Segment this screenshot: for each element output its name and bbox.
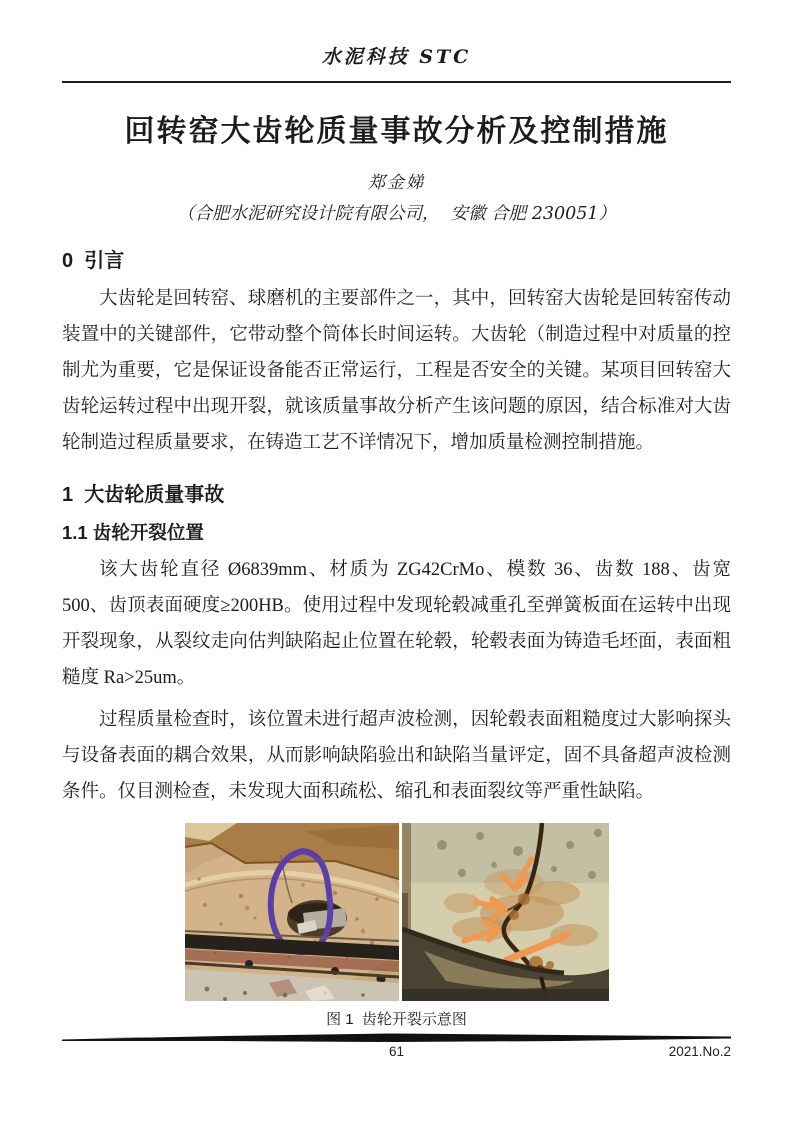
section-1-1-paragraph-1: 该大齿轮直径 Ø6839mm、材质为 ZG42CrMo、模数 36、齿数 188、齿宽 500、齿顶表面硬度≥200HB。使用过程中发现轮毂减重孔至弹簧板面在运转中出现开裂现象，从裂纹走向估判缺陷起止位置在轮毂，轮毂表面为铸造毛坯面，表面粗糙度 Ra>25um。 bbox=[62, 560, 731, 688]
figure-1-caption: 图 1 齿轮开裂示意图 bbox=[326, 1011, 467, 1028]
section-1-1-heading: 1.1 齿轮开裂位置 bbox=[62, 522, 204, 543]
section-1-1-paragraph-2: 过程质量检查时，该位置未进行超声波检测，因轮毂表面粗糙度过大影响探头与设备表面的耦合效果，从而影响缺陷验出和缺陷当量评定，固不具备超声波检测条件。仅目测检查，未发现大面积疏松、缩孔和表面裂纹等严重性缺陷。 bbox=[62, 710, 731, 802]
figure-1 bbox=[185, 823, 609, 1030]
gear-hub-hole-illustration bbox=[185, 823, 399, 1001]
footer-divider-shape bbox=[62, 1033, 731, 1042]
figure-photo-row bbox=[185, 823, 609, 1001]
section-0-heading: 0 引言 bbox=[62, 250, 125, 272]
page-footer bbox=[62, 1044, 731, 1062]
issue-label: 2021.No.2 bbox=[668, 1044, 731, 1059]
article-title: 回转窑大齿轮质量事故分析及控制措施 bbox=[124, 115, 669, 148]
header-rule bbox=[62, 81, 731, 83]
journal-title: 水泥科技 STC bbox=[321, 46, 472, 68]
section-0-paragraph: 大齿轮是回转窑、球磨机的主要部件之一，其中，回转窑大齿轮是回转窑传动装置中的关键部件，它带动整个筒体长时间运转。大齿轮（制造过程中对质量的控制尤为重要，它是保证设备能否正常运行，工程是否安全的关键。某项目回转窑大齿轮运转过程中出现开裂，就该质量事故分析产生该问题的原因，结合标准对大齿轮制造过程质量要求，在铸造工艺不详情况下，增加质量检测控制措施。 bbox=[62, 289, 731, 453]
author-affiliation: （合肥水泥研究设计院有限公司， 安徽 合肥 230051） bbox=[176, 204, 617, 224]
page-number: 61 bbox=[388, 1044, 405, 1059]
gear-crack-illustration bbox=[402, 823, 609, 1001]
footer-divider bbox=[62, 1033, 731, 1042]
gear-hub-hole-photo bbox=[185, 823, 399, 1001]
section-1-heading: 1 大齿轮质量事故 bbox=[62, 484, 225, 506]
gear-crack-photo bbox=[402, 823, 609, 1001]
author-name: 郑金娣 bbox=[368, 173, 425, 193]
